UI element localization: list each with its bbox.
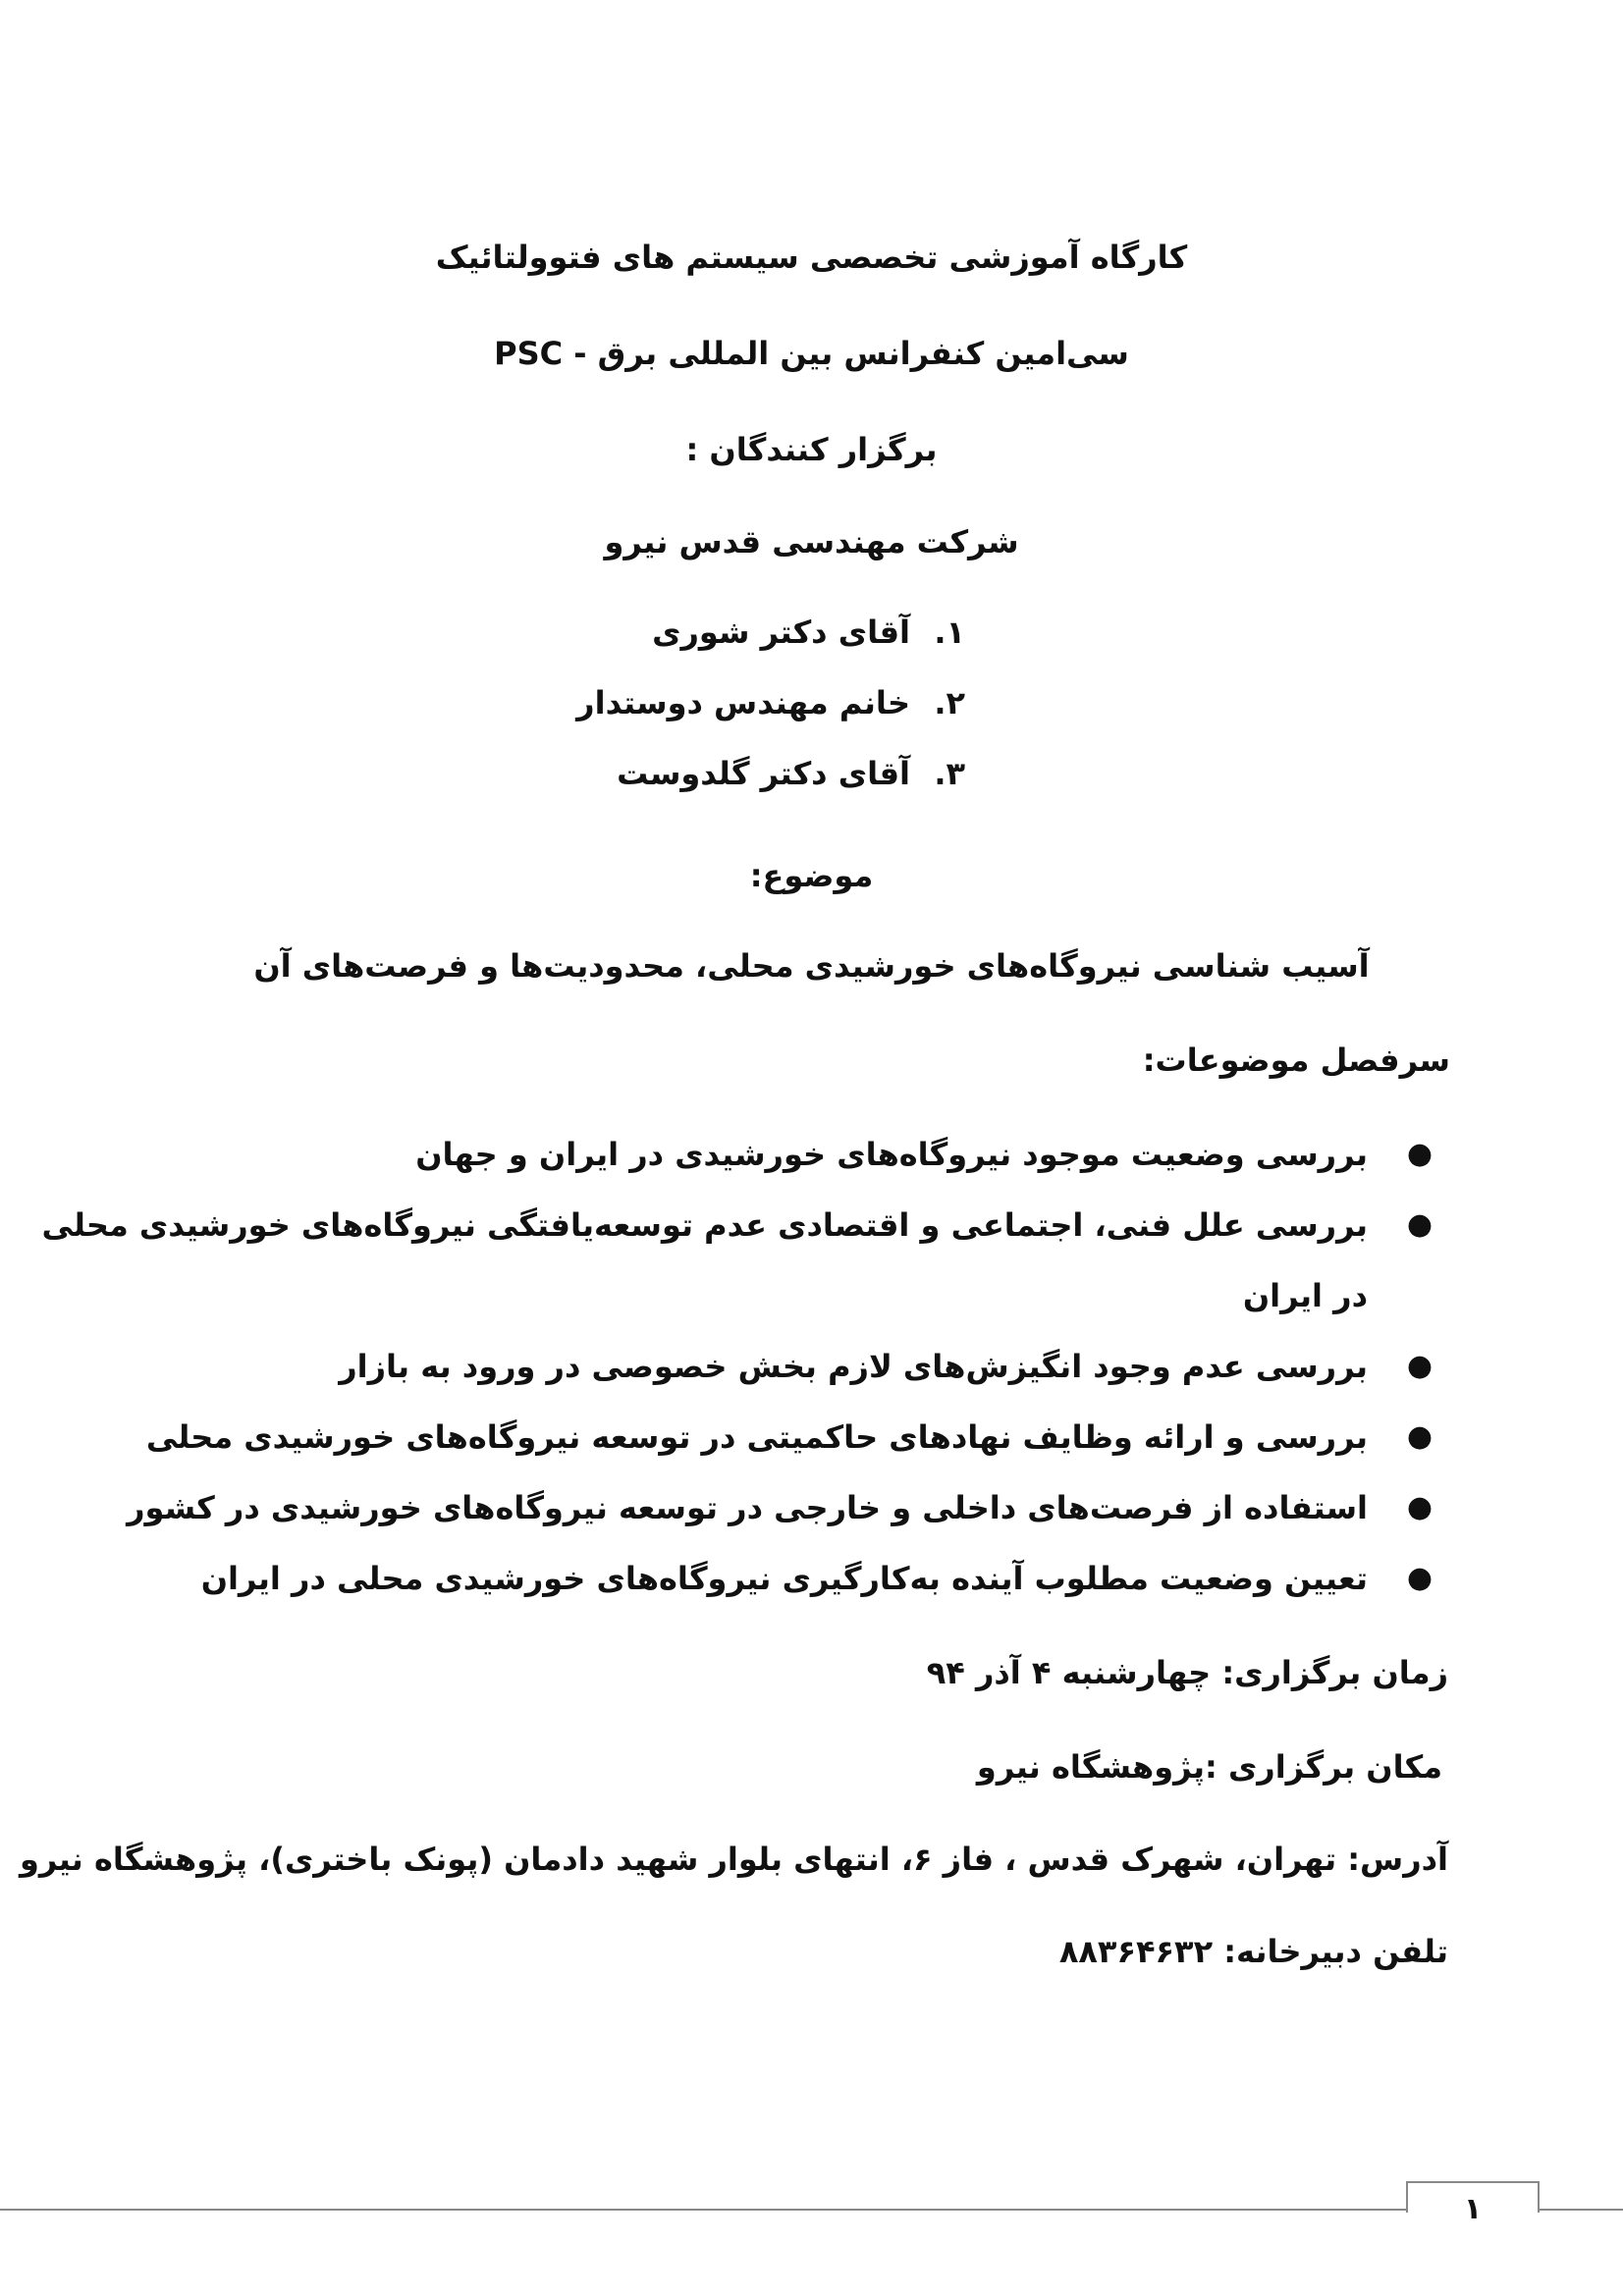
organizers-label: برگزار کنندگان : [685,431,938,468]
organizer-number: ۲. [934,684,965,721]
topic-item-4 [145,1415,1433,1459]
event-address: آدرس: تهران، شهرک قدس ، فاز ۶، انتهای بلوار شهید دادمان (پونک باختری)، پژوهشگاه نیرو [19,1841,1448,1878]
bullet-icon: ● [1406,1561,1433,1595]
organizer-item-1 [652,611,965,654]
topic-item-6 [200,1557,1433,1600]
topic-text: بررسی وضعیت موجود نیروگاه‌های خورشیدی در ایران و جهان [415,1136,1368,1173]
topic-item-5 [127,1486,1433,1529]
organizer-name: خانم مهندس دوستدار [576,684,910,721]
topics-label: سرفصل موضوعات: [1142,1041,1450,1079]
company-name: شرکت مهندسی قدس نیرو [604,523,1019,561]
secretariat-phone: تلفن دبیرخانه: ۸۸۳۶۴۶۳۲ [1058,1933,1448,1970]
event-time: زمان برگزاری: چهارشنبه ۴ آذر ۹۴ [926,1654,1448,1691]
organizer-number: ۱. [934,614,965,651]
bullet-icon: ● [1406,1419,1433,1454]
organizer-item-2 [576,681,965,724]
topic-text: بررسی عدم وجود انگیزش‌های لازم بخش خصوصی در ورود به بازار [339,1348,1368,1385]
footer-divider [0,2209,1623,2211]
topic-item-2 [41,1203,1433,1247]
bullet-icon: ● [1406,1137,1433,1171]
event-place: مکان برگزاری :پژوهشگاه نیرو [976,1748,1442,1786]
subject-text: آسیب شناسی نیروگاه‌های خورشیدی محلی، محدودیت‌ها و فرصت‌های آن [253,947,1370,985]
organizer-name: آقای دکتر شوری [652,614,910,651]
topic-text: بررسی علل فنی، اجتماعی و اقتصادی عدم توسعه‌یافتگی نیروگاه‌های خورشیدی محلی [41,1206,1368,1244]
topic-item-1 [415,1133,1433,1176]
topic-item-2-continuation: در ایران [1242,1277,1368,1314]
bullet-icon: ● [1406,1207,1433,1242]
organizer-name: آقای دکتر گلدوست [617,755,910,792]
topic-item-3 [339,1345,1433,1388]
bullet-icon: ● [1406,1490,1433,1524]
conference-name: سی‌امین کنفرانس بین المللی برق - PSC [494,335,1129,372]
page-number: ۱ [1463,2192,1483,2226]
bullet-icon: ● [1406,1349,1433,1383]
organizer-item-3 [617,752,965,795]
subject-label: موضوع: [749,857,874,894]
topic-text: استفاده از فرصت‌های داخلی و خارجی در توسعه نیروگاه‌های خورشیدی در کشور [127,1489,1368,1526]
workshop-title: کارگاه آموزشی تخصصی سیستم های فتوولتائیک [435,239,1188,276]
topic-text: بررسی و ارائه وظایف نهادهای حاکمیتی در توسعه نیروگاه‌های خورشیدی محلی [145,1418,1368,1456]
organizer-number: ۳. [934,755,965,792]
topic-text: تعیین وضعیت مطلوب آینده به‌کارگیری نیروگاه‌های خورشیدی محلی در ایران [200,1560,1368,1597]
